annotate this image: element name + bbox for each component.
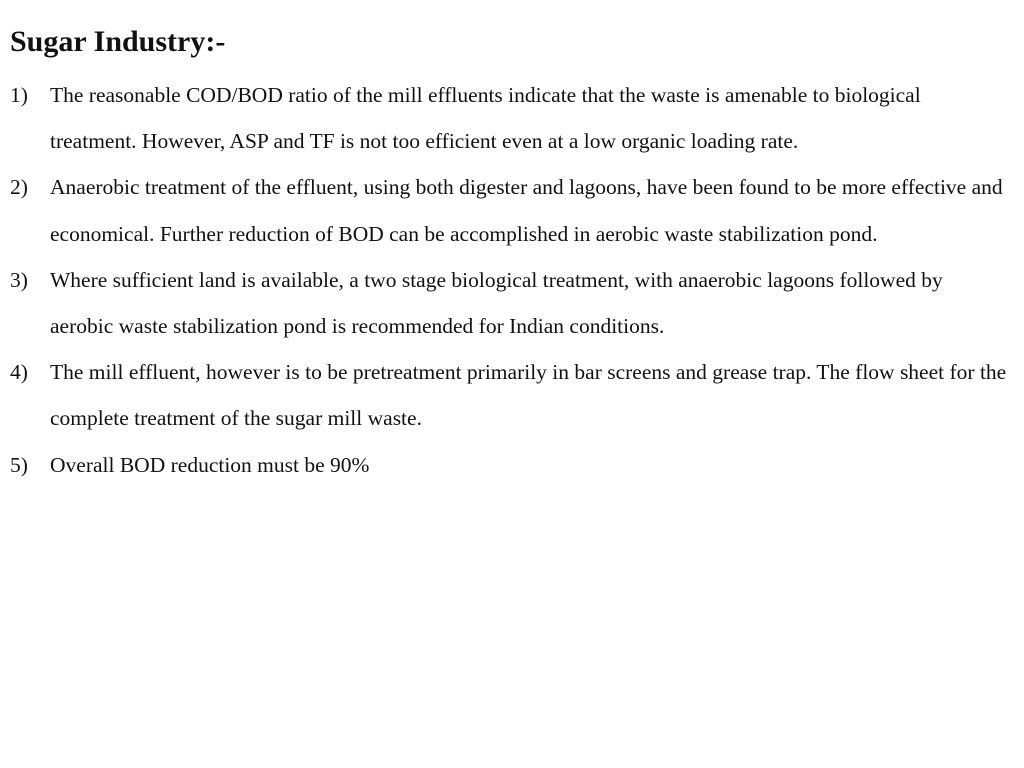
list-item-text: Anaerobic treatment of the effluent, using both digester and lagoons, have been found to be more effective and economical. Further reduction of BOD can be accomplished in aerobic waste stabilization pond.	[50, 175, 1003, 246]
list-item-number: 4)	[10, 360, 28, 385]
list-item-2	[10, 164, 1010, 256]
page-title: Sugar Industry:-	[10, 25, 226, 58]
list-item-text: Where sufficient land is available, a two stage biological treatment, with anaerobic lagoons followed by aerobic waste stabilization pond is recommended for Indian conditions.	[50, 267, 943, 339]
list-item-text: The mill effluent, however is to be pretreatment primarily in bar screens and grease trap. The flow sheet for the complete treatment of the sugar mill waste.	[50, 360, 1007, 431]
list-item-text: The reasonable COD/BOD ratio of the mill effluents indicate that the waste is amenable to biological treatment. However, ASP and TF is not too efficient even at a low organic loading rate.	[50, 83, 921, 154]
list-item-4	[10, 349, 1010, 441]
list-item-number: 3)	[10, 267, 28, 292]
list-item-number: 2)	[10, 175, 28, 200]
list-item-1	[10, 72, 1010, 164]
list-item-5	[10, 442, 1010, 488]
list-item-number: 1)	[10, 83, 28, 107]
list-item-text: Overall BOD reduction must be 90%	[50, 452, 370, 477]
list-item-number: 5)	[10, 452, 28, 477]
list-item-3	[10, 257, 1010, 349]
numbered-list	[10, 72, 1010, 488]
